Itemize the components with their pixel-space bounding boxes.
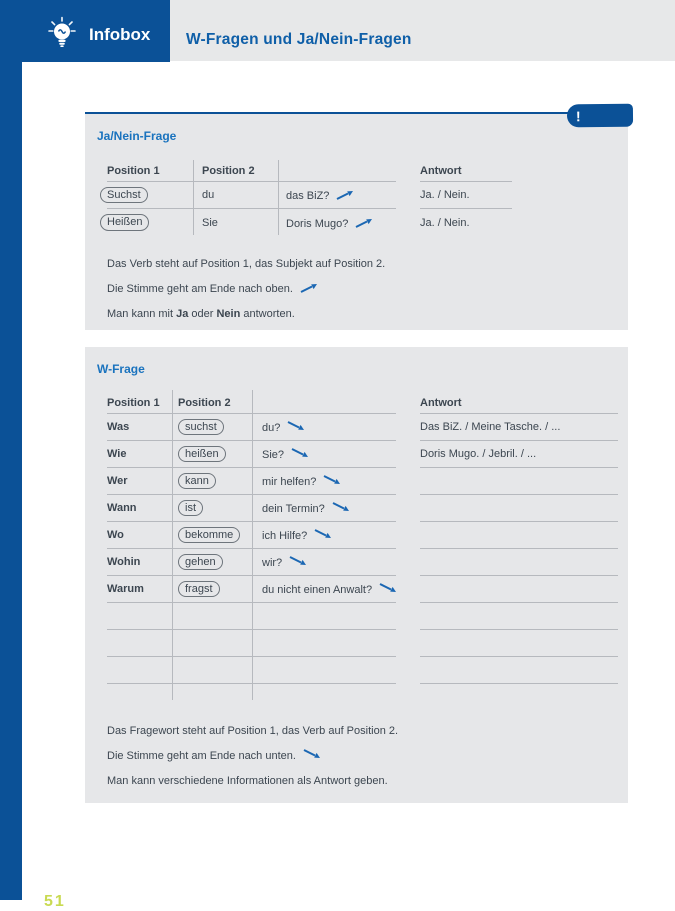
note-line: Die Stimme geht am Ende nach oben. [107, 277, 385, 302]
col-header-position1: Position 1 [107, 396, 160, 409]
empty-table-row [107, 630, 622, 657]
circled-word: Heißen [100, 214, 149, 231]
cell-position2 [172, 500, 252, 517]
rising-intonation-arrow-icon [336, 188, 354, 201]
cell-phrase: Sie? [252, 447, 396, 461]
cell-phrase: mir helfen? [252, 474, 396, 488]
circled-word: heißen [178, 446, 226, 463]
circled-word: bekomme [178, 527, 240, 544]
falling-intonation-arrow-icon [289, 555, 307, 568]
col-header-antwort: Antwort [420, 160, 512, 182]
cell-antwort: Ja. / Nein. [420, 216, 470, 229]
table-row [107, 414, 622, 441]
cell-antwort: Das BiZ. / Meine Tasche. / ... [420, 414, 618, 441]
note-line: Das Fragewort steht auf Position 1, das Verb auf Position 2. [107, 725, 399, 737]
cell-phrase: du nicht einen Anwalt? [252, 582, 396, 596]
w-frage-table [107, 392, 622, 684]
column-divider [278, 160, 279, 235]
table-row [107, 209, 622, 236]
infobox-header-block [0, 0, 170, 62]
left-accent-strip [0, 0, 22, 900]
section-label: W-Frage [97, 362, 145, 376]
cell-position1: Wo [107, 529, 124, 541]
falling-intonation-arrow-icon [303, 748, 321, 761]
cell-position1: Was [107, 421, 130, 433]
note-line: Man kann verschiedene Informationen als Antwort geben. [107, 775, 388, 787]
cell-position2 [172, 554, 252, 571]
table-row [107, 182, 622, 209]
section-label: Ja/Nein-Frage [97, 129, 177, 143]
section-w-frage [85, 347, 628, 803]
column-divider [193, 160, 194, 235]
cell-position2 [172, 446, 252, 463]
col-header-position2: Position 2 [178, 396, 231, 409]
table-row [107, 522, 622, 549]
cell-position1 [107, 214, 193, 231]
table-row [107, 495, 622, 522]
table-row [107, 576, 622, 603]
cell-position2 [172, 473, 252, 490]
cell-antwort [420, 468, 618, 495]
circled-word: fragst [178, 581, 220, 598]
col-header-position1: Position 1 [107, 164, 160, 177]
ja-nein-table [107, 160, 622, 236]
circled-word: suchst [178, 419, 224, 436]
section-top-rule [85, 112, 577, 114]
lightbulb-icon [46, 16, 78, 55]
cell-position2 [172, 581, 252, 598]
col-header-position2: Position 2 [202, 164, 255, 177]
empty-table-row [107, 657, 622, 684]
table-row [107, 549, 622, 576]
cell-position1: Wann [107, 502, 137, 514]
cell-phrase: du? [252, 420, 396, 434]
note-line: Man kann mit Ja oder Nein antworten. [107, 308, 295, 320]
column-divider [172, 390, 173, 700]
table-header-row [107, 160, 622, 182]
falling-intonation-arrow-icon [314, 528, 332, 541]
cell-antwort [420, 522, 618, 549]
note-line: Die Stimme geht am Ende nach unten. [107, 744, 398, 769]
cell-antwort: Doris Mugo. / Jebril. / ... [420, 441, 618, 468]
section-notes [107, 719, 398, 794]
cell-position1: Warum [107, 583, 144, 595]
cell-position2: Sie [202, 216, 218, 229]
circled-word: Suchst [100, 187, 148, 204]
cell-antwort [420, 576, 618, 603]
alert-badge [567, 104, 633, 128]
cell-position1: Wie [107, 448, 127, 460]
cell-position2 [172, 527, 252, 544]
cell-position1: Wohin [107, 556, 141, 568]
cell-phrase: das BiZ? [278, 188, 396, 202]
cell-phrase: ich Hilfe? [252, 528, 396, 542]
page-number: 51 [44, 893, 66, 910]
falling-intonation-arrow-icon [291, 447, 309, 460]
rising-intonation-arrow-icon [355, 216, 373, 229]
section-ja-nein-frage [85, 114, 628, 330]
circled-word: gehen [178, 554, 223, 571]
cell-position1: Wer [107, 475, 128, 487]
falling-intonation-arrow-icon [323, 474, 341, 487]
page-title: W-Fragen und Ja/Nein-Fragen [186, 30, 412, 48]
cell-position1 [107, 187, 193, 204]
note-line: Das Verb steht auf Position 1, das Subjekt auf Position 2. [107, 258, 386, 270]
cell-phrase: dein Termin? [252, 501, 396, 515]
cell-antwort: Ja. / Nein. [420, 182, 512, 209]
col-header-antwort: Antwort [420, 392, 618, 414]
cell-antwort [420, 495, 618, 522]
circled-word: ist [178, 500, 203, 517]
header-band [170, 0, 675, 61]
falling-intonation-arrow-icon [379, 582, 397, 595]
cell-phrase: Doris Mugo? [278, 216, 396, 230]
cell-antwort [420, 549, 618, 576]
table-row [107, 468, 622, 495]
infobox-label: Infobox [89, 25, 151, 44]
exclamation-icon: ! [575, 107, 581, 124]
cell-phrase: wir? [252, 555, 396, 569]
falling-intonation-arrow-icon [287, 420, 305, 433]
cell-position2: du [202, 189, 215, 201]
section-notes [107, 252, 385, 327]
table-header-row [107, 392, 622, 414]
circled-word: kann [178, 473, 216, 490]
table-row [107, 441, 622, 468]
falling-intonation-arrow-icon [332, 501, 350, 514]
rising-intonation-arrow-icon [300, 281, 318, 294]
empty-table-row [107, 603, 622, 630]
column-divider [252, 390, 253, 700]
cell-position2 [172, 419, 252, 436]
